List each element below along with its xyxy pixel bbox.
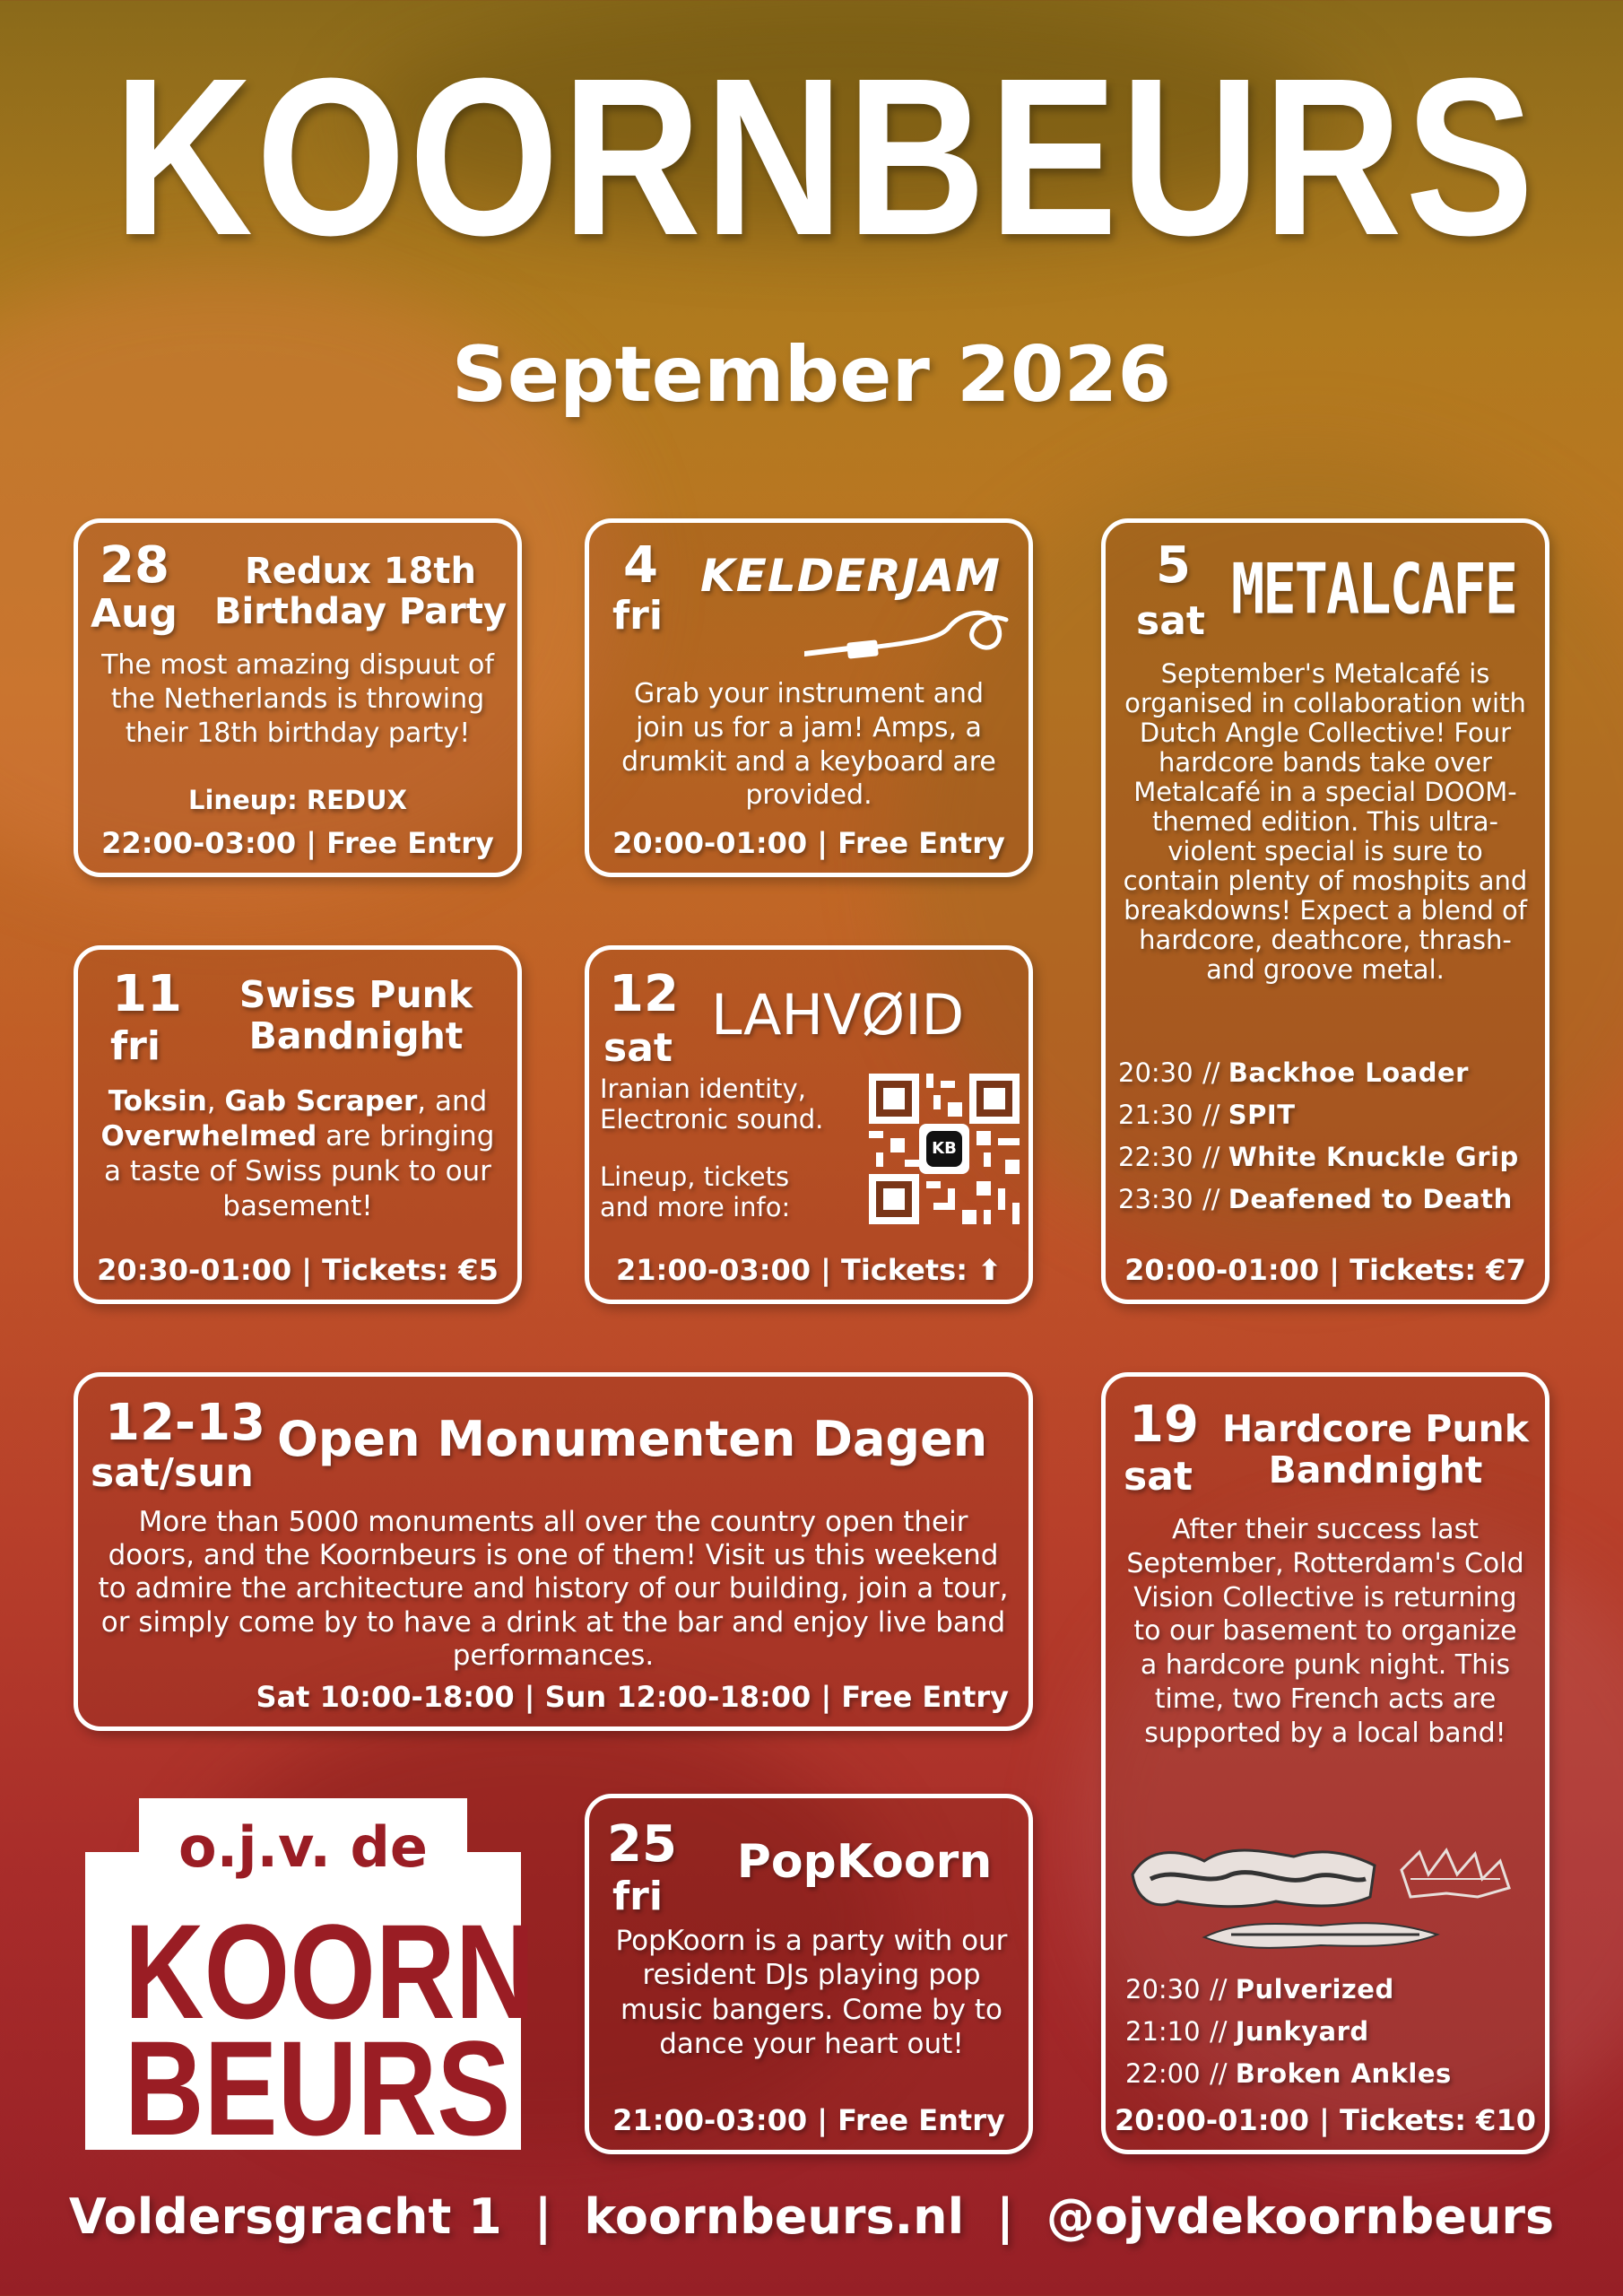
event-date: 25 — [607, 1815, 677, 1874]
event-description: PopKoorn is a party with our resident DJs playing pop music bangers. Come by to dance your heart out! — [615, 1925, 1008, 2061]
event-day: Aug — [91, 591, 178, 637]
event-description: September's Metalcafé is organised in collaboration with Dutch Angle Collective! Four hardcore bands take over Metalcafé in a special DOOM-themed edition. This ultra-violent special is sure to contain plenty of moshpits and breakdowns! Expect a blend of hardcore, deathcore, thrash- and groove metal. — [1123, 658, 1528, 986]
event-footer: 20:00-01:00 | Tickets: €7 — [1124, 1253, 1526, 1287]
event-title: PopKoorn — [736, 1835, 993, 1889]
koornbeurs-logo — [85, 1798, 535, 2163]
event-date: 12-13 — [105, 1394, 266, 1452]
event-title: Open Monumenten Dagen — [277, 1411, 988, 1467]
guitar-cable-icon — [804, 602, 1020, 665]
website-link[interactable]: koornbeurs.nl — [584, 2188, 965, 2245]
event-title: Hardcore Punk Bandnight — [1221, 1407, 1529, 1492]
schedule-row: 20:30 // Backhoe Loader — [1118, 1057, 1469, 1088]
event-card-kelderjam — [585, 518, 1033, 877]
separator: | — [996, 2188, 1014, 2245]
schedule-row: 21:30 // SPIT — [1118, 1100, 1296, 1130]
event-day: sat — [1124, 1454, 1193, 1500]
event-card-monumenten — [74, 1372, 1033, 1731]
poster-title: KOORNBEURS — [113, 31, 1537, 282]
event-footer: Sat 10:00-18:00 | Sun 12:00-18:00 | Free Entry — [256, 1680, 1009, 1714]
event-card-metalcafe — [1101, 518, 1549, 1304]
poster-month: September 2026 — [451, 330, 1172, 420]
schedule-row: 22:30 // White Knuckle Grip — [1118, 1142, 1519, 1172]
event-day: fri — [110, 1023, 161, 1069]
event-day: fri — [612, 1874, 663, 1919]
event-date: 28 — [100, 536, 169, 595]
event-date: 11 — [112, 965, 182, 1023]
event-footer: 20:00-01:00 | Free Entry — [612, 826, 1005, 860]
event-card-popkoorn — [585, 1794, 1033, 2154]
event-info-2: Lineup, tickets and more info: — [600, 1161, 791, 1223]
event-description: After their success last September, Rotterdam's Cold Vision Collective is returning to our basement to organize a hardcore punk night. This time, two French acts are supported by a local band! — [1126, 1514, 1524, 1749]
event-card-lahvoid — [585, 945, 1033, 1304]
event-day: sat — [1136, 598, 1205, 644]
separator: | — [534, 2188, 552, 2245]
schedule-row: 21:10 // Junkyard — [1125, 2016, 1369, 2047]
event-title: Redux 18th Birthday Party — [213, 551, 508, 632]
schedule-row: 23:30 // Deafened to Death — [1118, 1184, 1513, 1214]
event-day: fri — [612, 593, 663, 639]
metalcafe-logo: METALCAFE — [1231, 548, 1516, 631]
event-title: Swiss Punk Bandnight — [239, 973, 473, 1057]
event-description: Toksin, Gab Scraper, and Overwhelmed are bringing a taste of Swiss punk to our basement! — [100, 1085, 495, 1223]
event-lineup: Lineup: REDUX — [188, 785, 407, 815]
event-footer: 21:00-03:00 | Free Entry — [612, 2103, 1005, 2137]
social-handle[interactable]: @ojvdekoornbeurs — [1046, 2188, 1555, 2245]
event-info-1: Iranian identity, Electronic sound. — [600, 1074, 824, 1135]
event-description: More than 5000 monuments all over the country open their doors, and the Koornbeurs is one of them! Visit us this weekend to admire the architecture and history of our building, join a tour, or simply come by to have a drink at the bar and enjoy live band performances. — [98, 1506, 1009, 1672]
logo-text-beurs: BEURS — [124, 2013, 511, 2163]
event-title: LAHVØID — [711, 982, 965, 1048]
kelderjam-logo: KELDERJAM — [700, 550, 1001, 602]
contact-bar — [0, 2188, 1623, 2245]
event-date: 4 — [623, 536, 658, 595]
event-date: 5 — [1156, 536, 1191, 595]
event-description: The most amazing dispuut of the Netherlands is throwing their 18th birthday party! — [101, 649, 494, 749]
event-day: sat/sun — [91, 1450, 254, 1496]
logo-text-small: o.j.v. de — [178, 1814, 428, 1880]
event-description: Grab your instrument and join us for a jam! Amps, a drumkit and a keyboard are provided. — [621, 678, 996, 812]
event-footer: 20:00-01:00 | Tickets: €10 — [1115, 2103, 1536, 2137]
event-card-redux — [74, 518, 522, 877]
event-date: 19 — [1129, 1396, 1199, 1454]
event-footer: 20:30-01:00 | Tickets: €5 — [97, 1253, 499, 1287]
address: Voldersgracht 1 — [68, 2188, 502, 2245]
event-day: sat — [603, 1025, 673, 1071]
event-card-swiss-punk — [74, 945, 522, 1304]
event-footer: 21:00-03:00 | Tickets: ⬆ — [616, 1253, 1002, 1287]
schedule-row: 20:30 // Pulverized — [1125, 1974, 1394, 2005]
schedule-row: 22:00 // Broken Ankles — [1125, 2058, 1452, 2089]
qr-badge: KB — [932, 1139, 957, 1158]
event-card-hardcore — [1101, 1372, 1549, 2154]
event-footer: 22:00-03:00 | Free Entry — [101, 826, 494, 860]
band-logos-icon — [1124, 1825, 1536, 1969]
logo-text-koorn: KOORN — [124, 1896, 535, 2047]
event-date: 12 — [609, 965, 679, 1023]
